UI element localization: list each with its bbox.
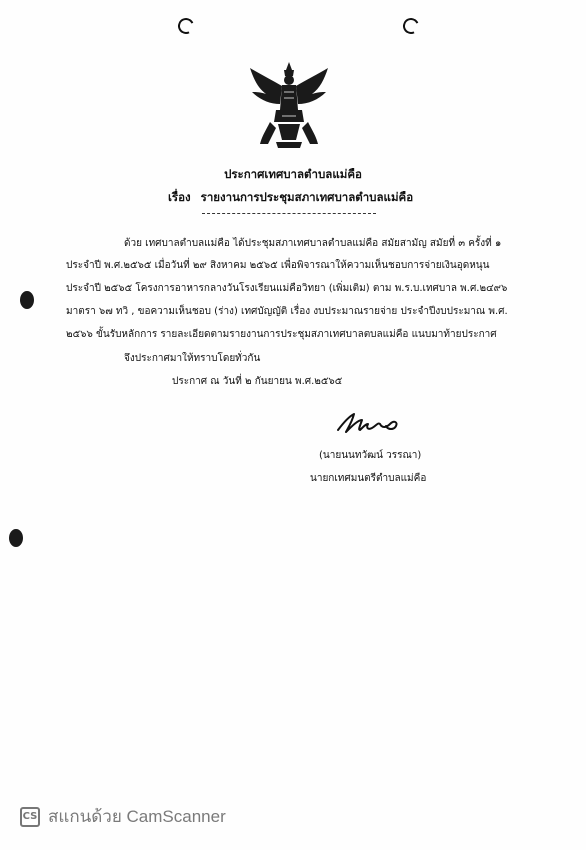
- document-subject: [168, 189, 413, 207]
- subject-text: รายงานการประชุมสภาเทศบาลตำบลแม่คือ: [200, 190, 414, 204]
- handwritten-signature: [336, 408, 402, 438]
- body-line-2: ประจำปี พ.ศ.๒๕๖๕ เมื่อวันที่ ๒๙ สิงหาคม ๒๕๖๕ เพื่อพิจารณาให้ความเห็นชอบการจ่ายเงินอุดหนุน: [66, 260, 490, 271]
- body-line-4: มาตรา ๖๗ ทวิ , ขอความเห็นชอบ (ร่าง) เทศบัญญัติ เรื่อง งบประมาณรายจ่าย ประจำปีงบประมาณ พ.ศ.: [66, 306, 508, 317]
- body-line-3: ประจำปี ๒๕๖๕ โครงการอาหารกลางวันโรงเรียนแม่คือวิทยา (เพิ่มเติม) ตาม พ.ร.บ.เทศบาล พ.ศ.๒๔๙๖: [66, 283, 508, 294]
- subject-label: เรื่อง: [168, 190, 191, 204]
- binder-ring-mark-right: [401, 16, 422, 37]
- announce-line: จึงประกาศมาให้ทราบโดยทั่วกัน: [124, 353, 261, 364]
- title-divider: [202, 213, 376, 214]
- punch-hole-bottom: [9, 529, 23, 547]
- signer-position: นายกเทศมนตรีตำบลแม่คือ: [310, 473, 427, 484]
- date-line: ประกาศ ณ วันที่ ๒ กันยายน พ.ศ.๒๕๖๕: [172, 376, 343, 387]
- document-title: ประกาศเทศบาลตำบลแม่คือ: [224, 167, 362, 181]
- scanner-watermark: [20, 803, 226, 830]
- body-line-1: ด้วย เทศบาลตำบลแม่คือ ได้ประชุมสภาเทศบาลตำบลแม่คือ สมัยสามัญ สมัยที่ ๓ ครั้งที่ ๑: [124, 238, 502, 249]
- scanner-watermark-text: สแกนด้วย CamScanner: [48, 807, 226, 826]
- punch-hole-top: [20, 291, 34, 309]
- garuda-emblem-icon: [246, 58, 332, 158]
- binder-ring-mark-left: [176, 16, 197, 37]
- body-line-5: ๒๕๖๖ ขั้นรับหลักการ รายละเอียดตามรายงานการประชุมสภาเทศบาลตบลแม่คือ แนบมาท้ายประกาศ: [66, 329, 497, 340]
- camscanner-logo-icon: CS: [20, 807, 40, 827]
- signer-name: (นายนนทวัฒน์ วรรณา): [319, 450, 422, 461]
